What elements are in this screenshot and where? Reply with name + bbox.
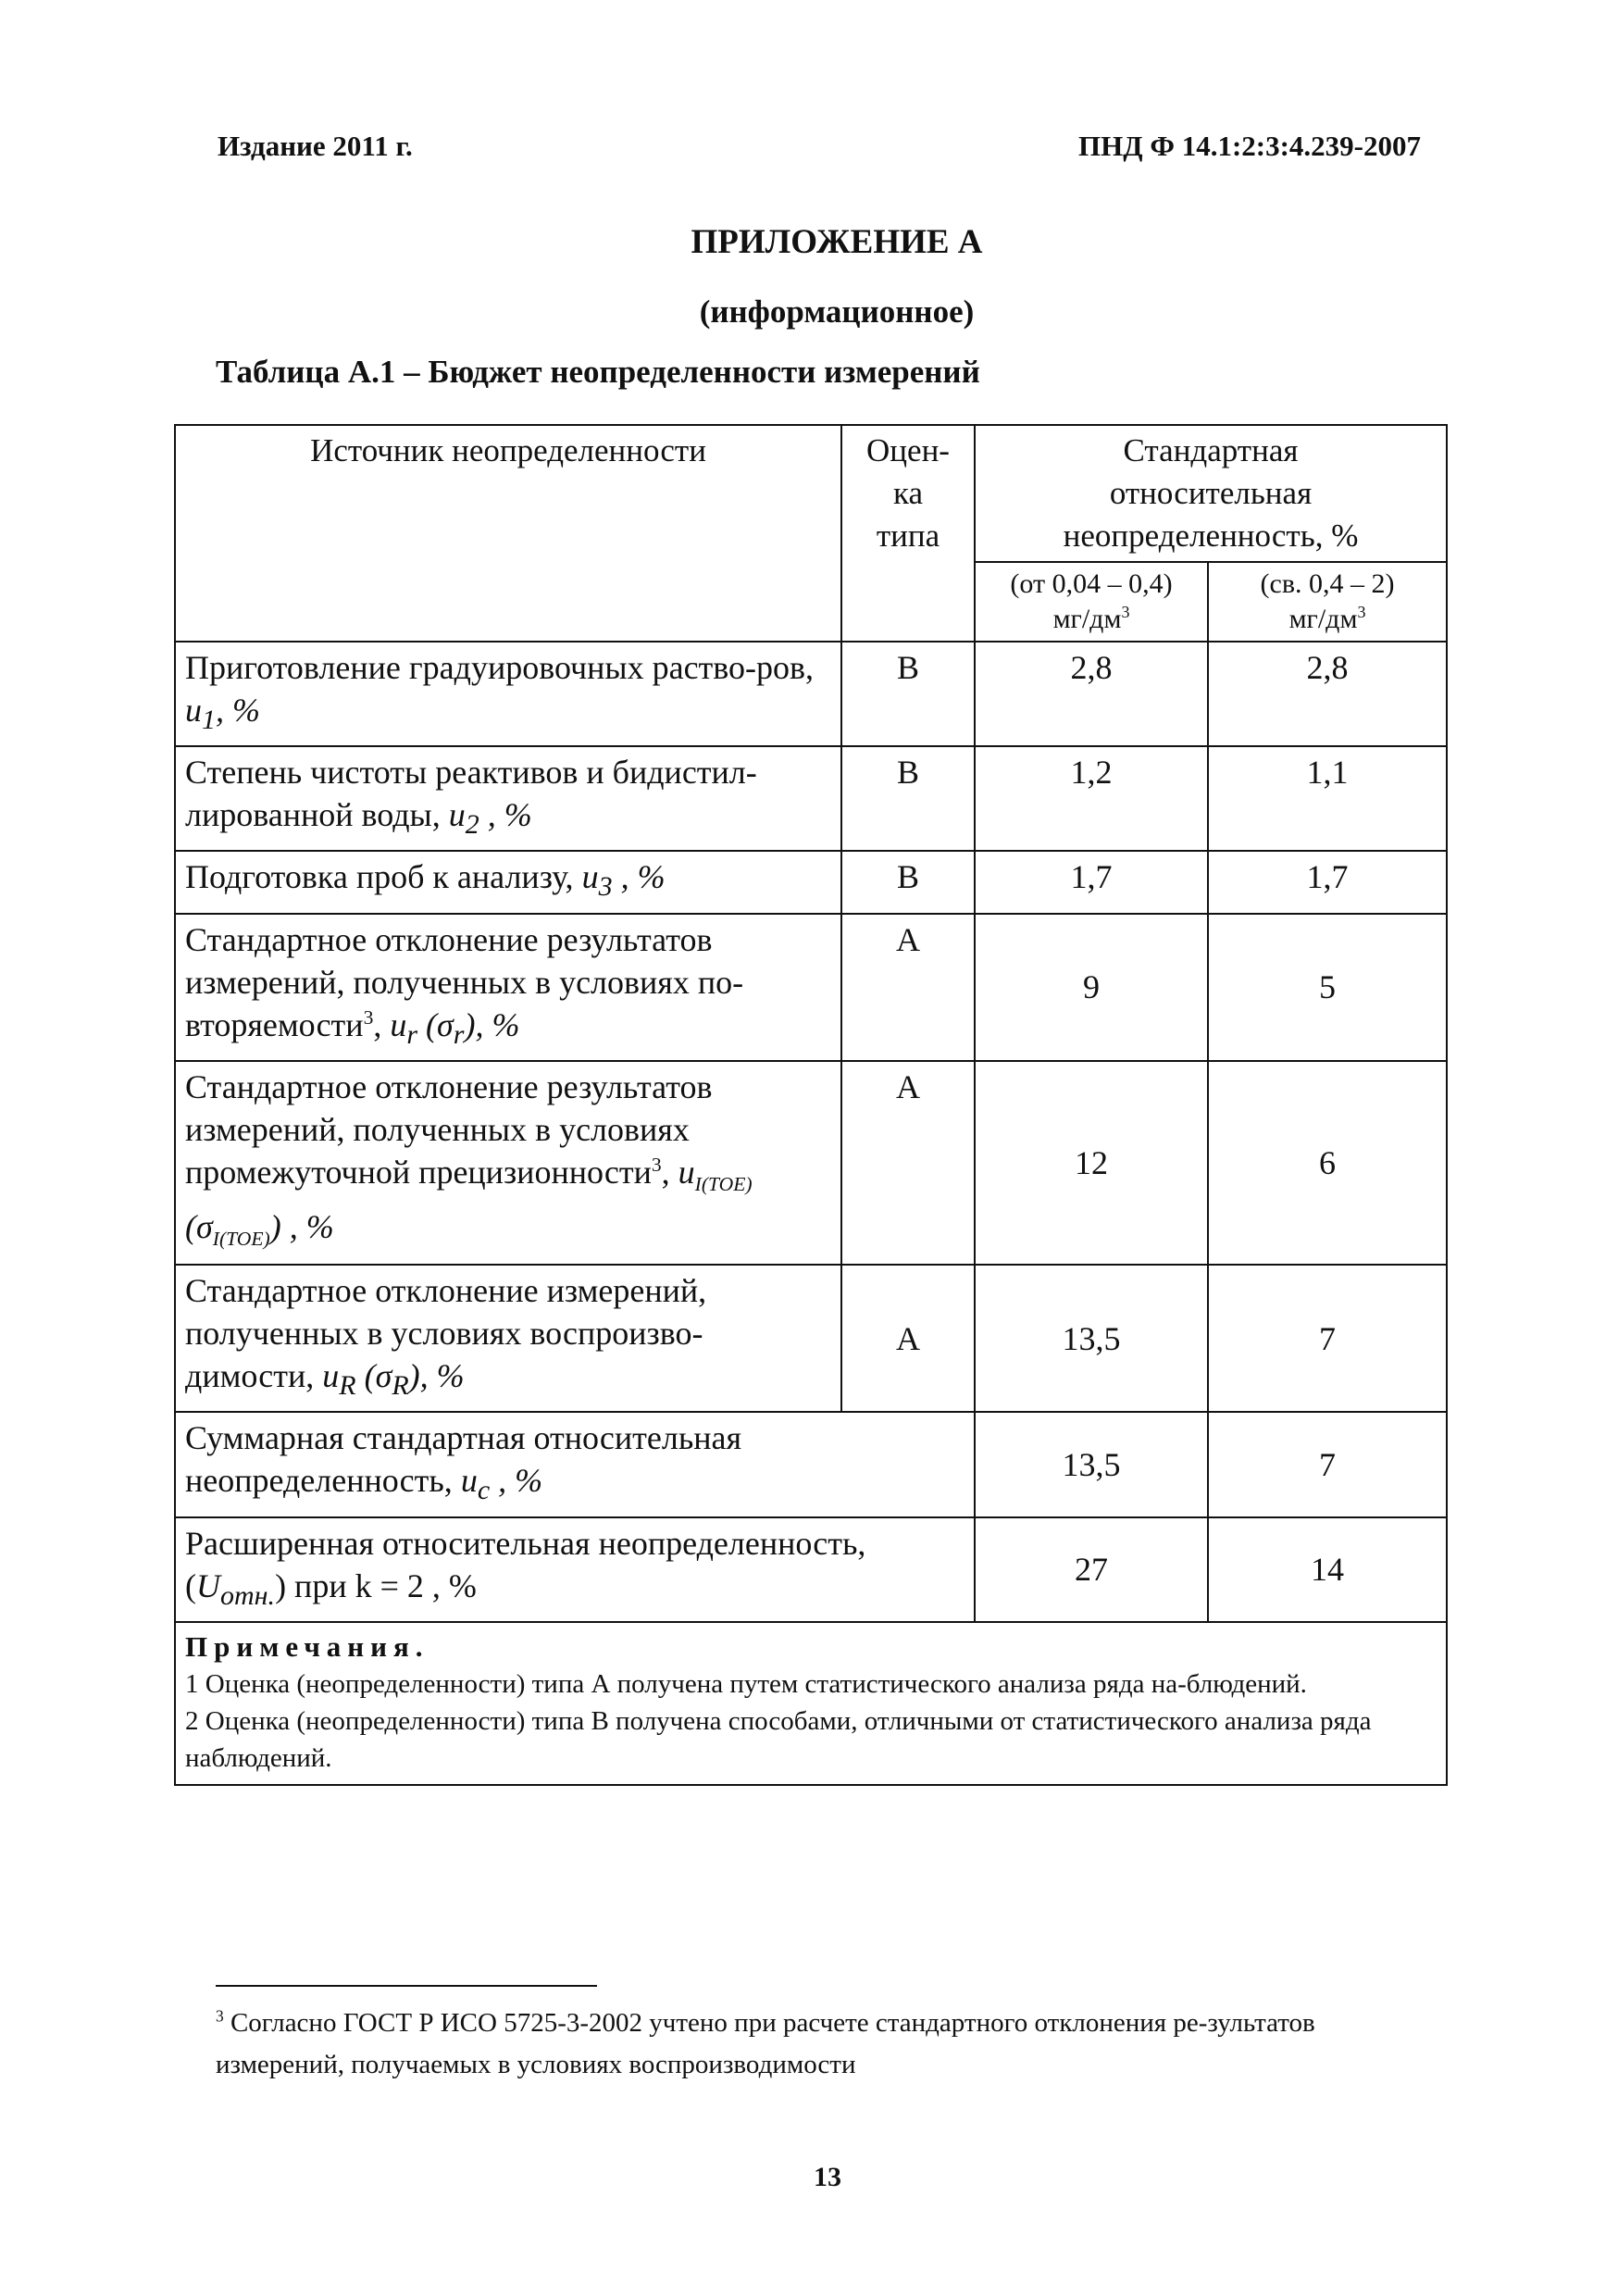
row-type: В: [841, 851, 975, 913]
edition-label: Издание 2011 г.: [218, 130, 413, 162]
row-value-range1: 1,2: [975, 746, 1208, 851]
row-value-range1: 13,5: [975, 1412, 1208, 1516]
math-symbol: u: [460, 1462, 478, 1500]
header-std-line1: Стандартная: [1123, 432, 1299, 468]
row-source: [175, 746, 841, 851]
row-value-range2: 1,1: [1208, 746, 1447, 851]
row-source: Стандартное отклонение результатов измерений, полученных в условиях по-вторяемости$^3$, $u_r$ $(\sigma_r)$, %: [175, 914, 841, 1061]
note-2: 2 Оценка (неопределенности) типа В получена способами, отличными от статистического анализа ряда наблюдений.: [185, 1705, 1372, 1773]
row-source-text: Суммарная стандартная относительная неопределенность,: [185, 1419, 742, 1500]
footnote-ref: 3: [363, 1005, 374, 1029]
row-value-range2: 14: [1208, 1517, 1447, 1622]
table-row: [175, 1265, 1447, 1412]
header-std-line3: неопределенность, %: [1063, 518, 1359, 554]
row-type: В: [841, 746, 975, 851]
math-subscript: 2: [465, 809, 479, 841]
header-row: [175, 425, 1447, 562]
row-type: А: [841, 1265, 975, 1412]
row-value-range1: 27: [975, 1517, 1208, 1622]
notes-row: [175, 1622, 1447, 1785]
math-symbol: u: [581, 858, 599, 896]
row-value-range1: 1,7: [975, 851, 1208, 913]
math-subscript: I(TOE): [694, 1172, 753, 1195]
row-source: [175, 1517, 975, 1622]
row-source-text: Стандартное отклонение результатов измерений, полученных в условиях по-вторяемости: [185, 920, 744, 1043]
header-range-2-line1: (св. 0,4 – 2): [1260, 568, 1395, 599]
row-source-tail: , %: [612, 858, 666, 896]
note-1: 1 Оценка (неопределенности) типа А получена путем статистического анализа ряда на-блюдений.: [185, 1668, 1307, 1699]
row-value-range1: 9: [975, 914, 1208, 1061]
row-value-range1: 13,5: [975, 1265, 1208, 1412]
header-range-1-line1: (от 0,04 – 0,4): [1010, 568, 1173, 599]
footnote-text: Согласно ГОСТ Р ИСО 5725-3-2002 учтено при расчете стандартного отклонения ре-зультатов измерений, получаемых в условиях воспроизводимости: [216, 2008, 1315, 2079]
row-source-tail: ), %: [464, 1005, 520, 1043]
row-type: А: [841, 914, 975, 1061]
row-value-range2: 7: [1208, 1265, 1447, 1412]
table-caption: Таблица А.1 – Бюджет неопределенности измерений: [216, 354, 980, 390]
row-source: [175, 1265, 841, 1412]
row-type: А: [841, 1061, 975, 1265]
appendix-title: ПРИЛОЖЕНИЕ А: [691, 223, 983, 261]
sigma-symbol: (σ: [364, 1357, 392, 1395]
math-symbol: u: [390, 1005, 407, 1043]
header-std-line2: относительная: [1109, 475, 1313, 511]
footnote-mark: 3: [216, 2006, 224, 2026]
row-source-tail: ) , %: [269, 1207, 334, 1245]
row-value-range1: 2,8: [975, 642, 1208, 746]
header-range-1: [975, 562, 1208, 642]
header-range-2: [1208, 562, 1447, 642]
table-row: [175, 1517, 1447, 1622]
sigma-subscript: R: [392, 1370, 409, 1402]
sigma-symbol: (σ: [185, 1207, 213, 1245]
math-subscript: 3: [598, 871, 613, 903]
row-value-range2: 5: [1208, 914, 1447, 1061]
row-source: Стандартное отклонение результатов измерений, полученных в условиях промежуточной прецизионности$^3$, $u_{I(TOE)}$ $(\sigma_{I(TOE)})$ , %: [175, 1061, 841, 1265]
row-source-tail: , %: [479, 796, 532, 834]
row-source: [175, 851, 841, 913]
page-number: 13: [814, 2162, 841, 2192]
math-subscript: R: [339, 1370, 356, 1402]
math-symbol: u: [185, 692, 202, 729]
header-range-2-unit: мг/дм: [1288, 604, 1358, 634]
row-source-text: Подготовка проб к анализу,: [185, 858, 582, 896]
table-row: [175, 1412, 1447, 1516]
math-symbol: U: [196, 1566, 220, 1604]
row-source-text: Стандартное отклонение результатов измерений, полученных в условиях промежуточной прецизионности: [185, 1067, 713, 1191]
row-source-text: Степень чистоты реактивов и бидистил-лированной воды,: [185, 754, 757, 834]
table-row: [175, 1061, 1447, 1265]
row-source-tail: , %: [490, 1462, 543, 1500]
row-source: [175, 642, 841, 746]
table-row: [175, 746, 1447, 851]
row-value-range2: 1,7: [1208, 851, 1447, 913]
math-subscript: r: [406, 1018, 418, 1050]
uncertainty-budget-table: [174, 424, 1448, 1786]
row-value-range1: 12: [975, 1061, 1208, 1265]
math-symbol: u: [678, 1153, 695, 1191]
unit-superscript: 3: [1121, 603, 1130, 621]
row-value-range2: 2,8: [1208, 642, 1447, 746]
row-value-range2: 6: [1208, 1061, 1447, 1265]
header-source-label: Источник неопределенности: [310, 432, 706, 468]
appendix-subtitle: (информационное): [699, 293, 975, 330]
sigma-symbol: (σ: [426, 1005, 454, 1043]
header-type-line2: ка: [892, 475, 923, 511]
footnote: [216, 2003, 1428, 2086]
row-value-range2: 7: [1208, 1412, 1447, 1516]
row-source-text: Расширенная относительная неопределенность, (: [185, 1524, 866, 1604]
math-subscript: отн.: [220, 1579, 276, 1611]
document-code: ПНД Ф 14.1:2:3:4.239-2007: [1078, 130, 1421, 162]
unit-superscript: 3: [1357, 603, 1366, 621]
row-source-tail: , %: [216, 692, 260, 729]
notes-cell: [175, 1622, 1447, 1785]
header-std-uncertainty: [975, 425, 1447, 562]
row-source-tail: ), %: [408, 1357, 465, 1395]
header-range-1-unit: мг/дм: [1052, 604, 1122, 634]
row-source-text: Стандартное отклонение измерений, полученных в условиях воспроизво-димости,: [185, 1272, 707, 1395]
math-subscript: 1: [202, 705, 216, 736]
row-source-tail: ) при k = 2 , %: [275, 1566, 477, 1604]
header-type-line1: Оцен-: [866, 432, 950, 468]
table-row: [175, 851, 1447, 913]
sigma-subscript: r: [453, 1018, 465, 1050]
row-type: В: [841, 642, 975, 746]
footnote-separator: [216, 1985, 597, 1987]
row-source: [175, 1412, 975, 1516]
math-subscript: c: [477, 1475, 491, 1506]
notes-title: Примечания.: [185, 1629, 429, 1663]
header-type-line3: типа: [876, 518, 940, 554]
header-type: [841, 425, 975, 642]
math-symbol: u: [322, 1357, 340, 1395]
header-source: [175, 425, 841, 642]
table-row: [175, 914, 1447, 1061]
sigma-subscript: I(TOE): [212, 1228, 270, 1251]
row-source-text: Приготовление градуировочных раство-ров,: [185, 649, 815, 686]
math-symbol: u: [448, 796, 466, 834]
table-row: [175, 642, 1447, 746]
footnote-ref: 3: [651, 1153, 662, 1176]
